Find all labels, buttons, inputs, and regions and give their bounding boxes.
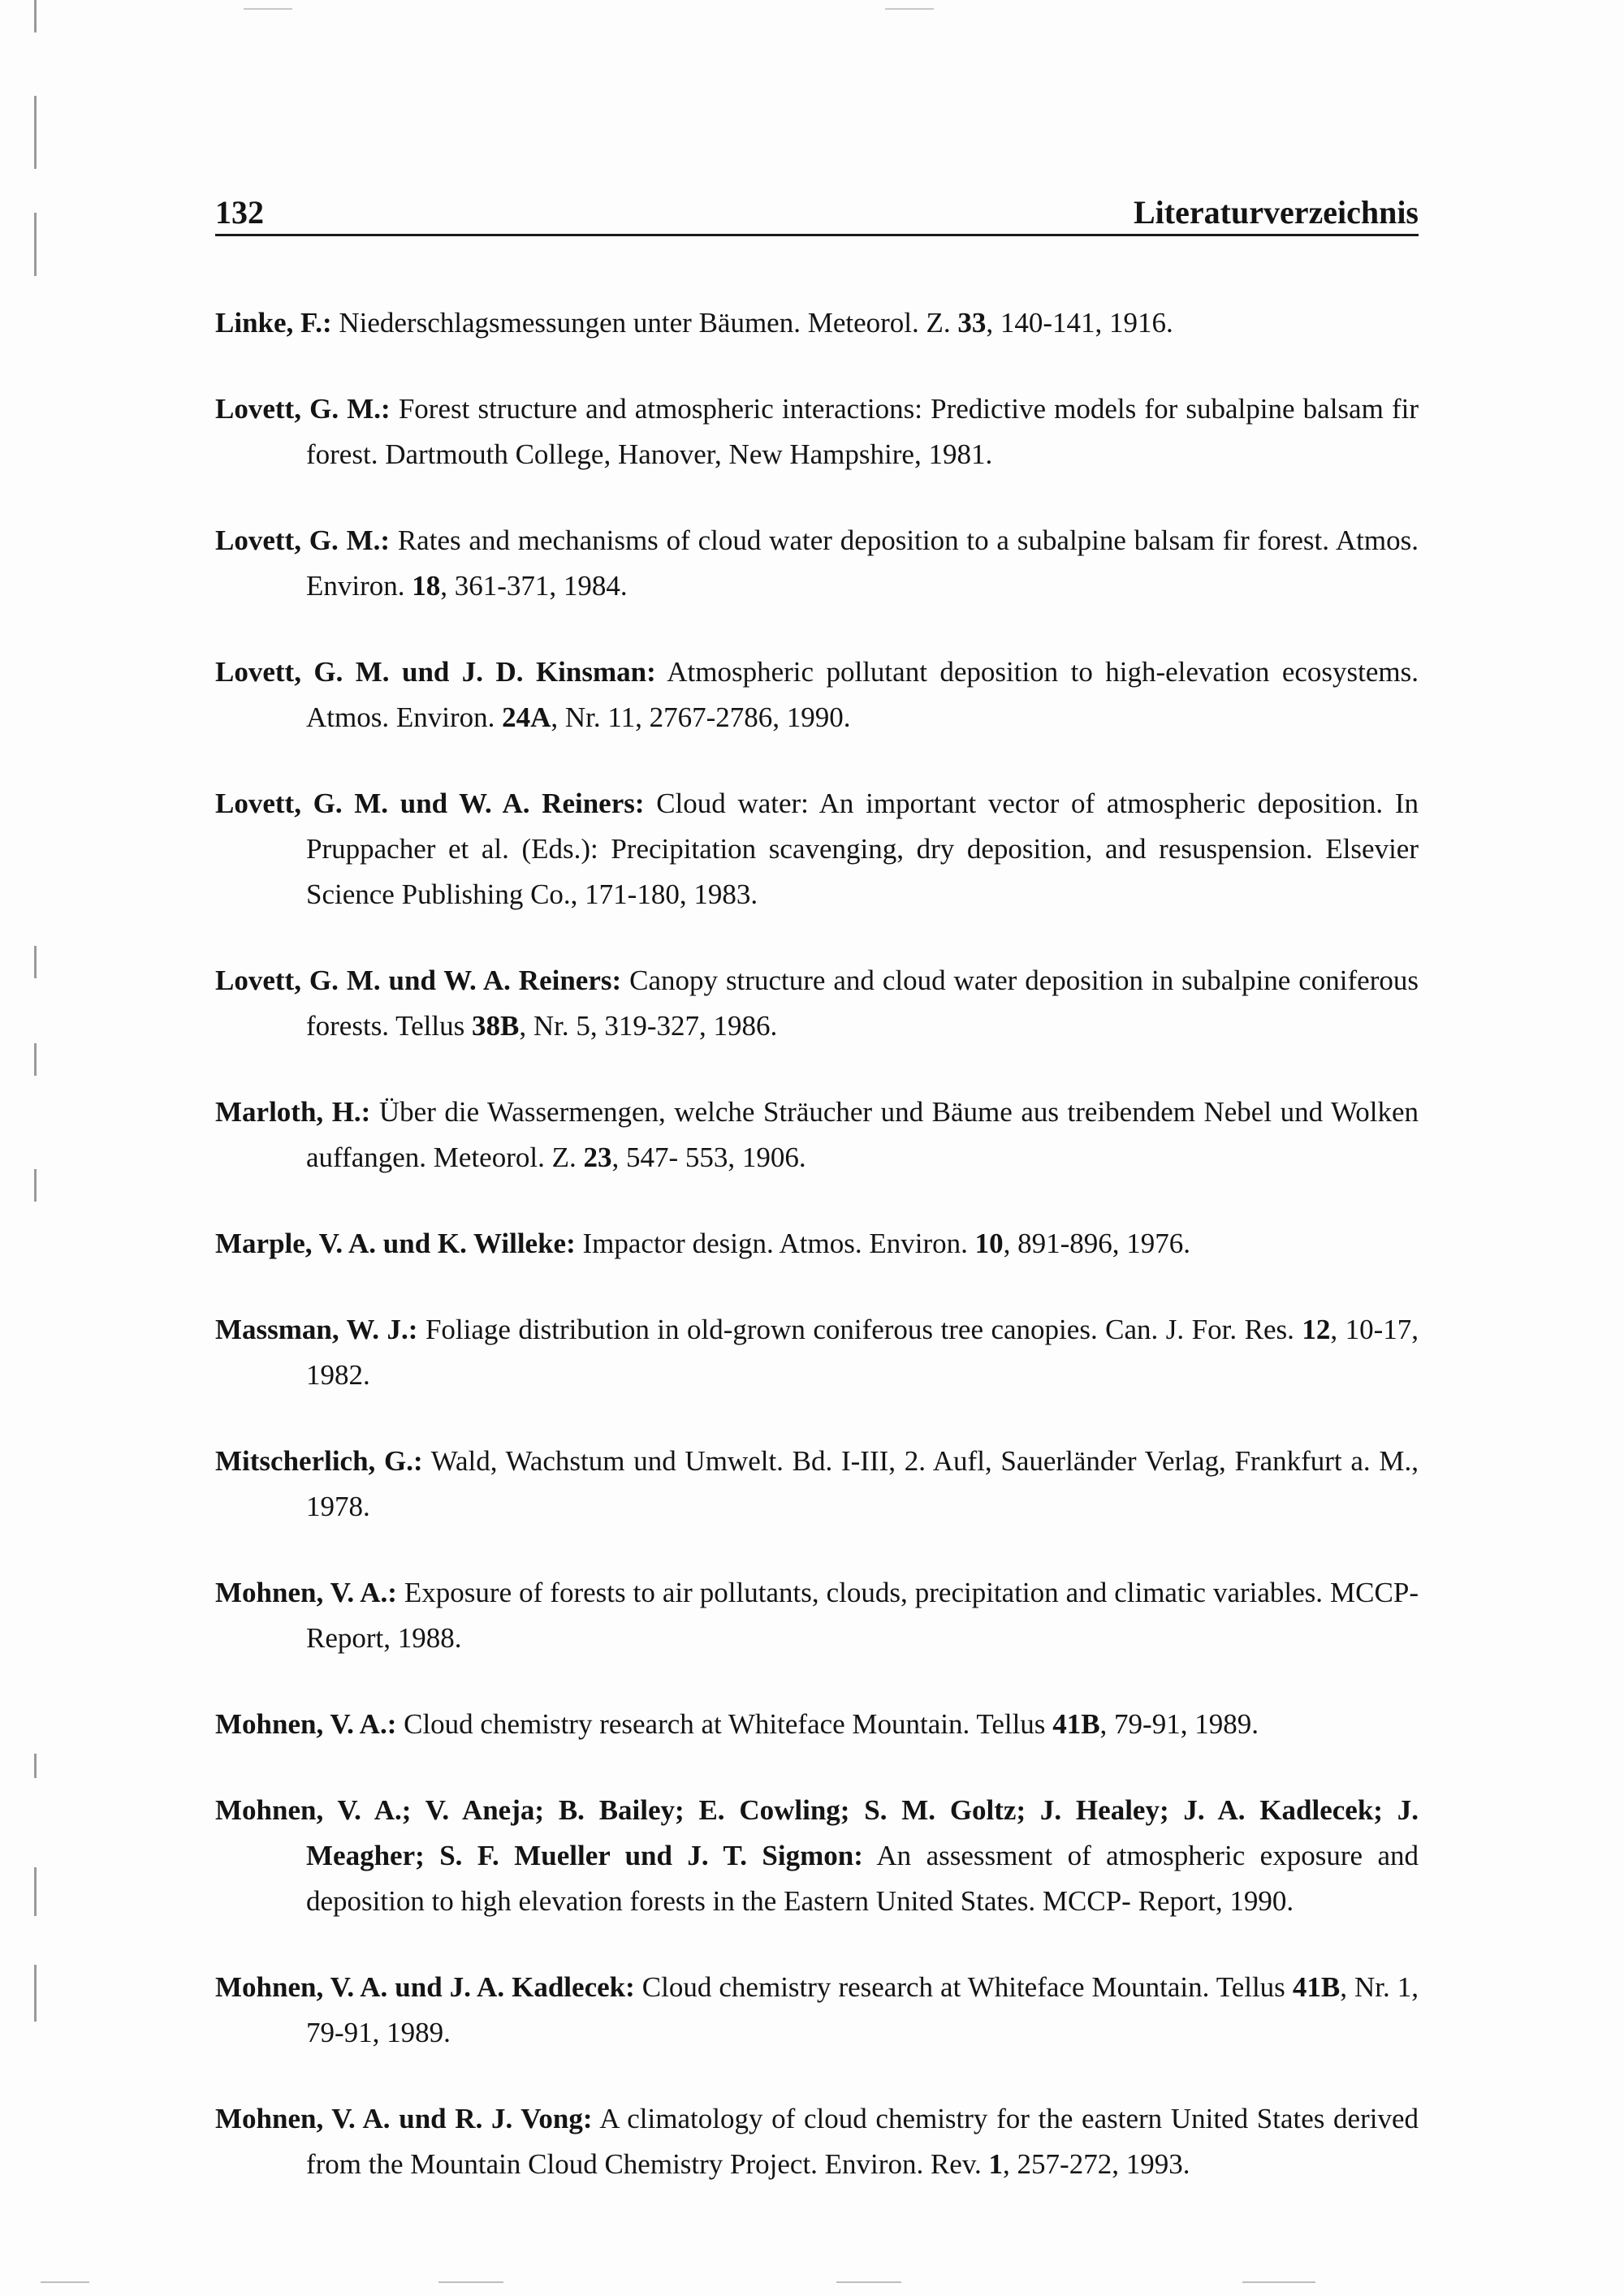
scan-artifact bbox=[438, 2281, 503, 2283]
scan-artifact bbox=[836, 2281, 901, 2283]
bibliography-entry bbox=[215, 650, 1419, 740]
entry-text: Forest structure and atmospheric interactions: Predictive models for subalpine balsam fir forest. Dartmouth College, Hanover, New Hampshire, 1981. bbox=[306, 393, 1419, 470]
entry-authors: Mohnen, V. A. und J. A. Kadlecek: bbox=[215, 1971, 635, 2003]
entry-text: Canopy structure and cloud water deposition in subalpine coniferous forests. Tellus bbox=[306, 965, 1419, 1042]
entry-volume: 38B bbox=[471, 1010, 520, 1042]
scan-artifact bbox=[34, 946, 37, 978]
entry-pages-year: , Nr. 11, 2767-2786, 1990. bbox=[551, 701, 851, 733]
bibliography-entry bbox=[215, 958, 1419, 1049]
entry-authors: Lovett, G. M.: bbox=[215, 393, 391, 425]
entry-volume: 12 bbox=[1302, 1314, 1331, 1345]
entry-authors: Massman, W. J.: bbox=[215, 1314, 418, 1345]
entry-authors: Mohnen, V. A.: bbox=[215, 1708, 397, 1740]
entry-pages-year: , 361-371, 1984. bbox=[440, 570, 628, 602]
bibliography-entry bbox=[215, 1221, 1419, 1267]
scan-artifact bbox=[34, 1754, 37, 1778]
bibliography-entry bbox=[215, 1090, 1419, 1180]
entry-authors: Lovett, G. M. und W. A. Reiners: bbox=[215, 788, 645, 819]
entry-volume: 18 bbox=[412, 570, 441, 602]
entry-volume: 33 bbox=[957, 307, 987, 339]
entry-volume: 23 bbox=[583, 1142, 612, 1173]
entry-pages-year: , 140-141, 1916. bbox=[986, 307, 1173, 339]
entry-pages-year: , 891-896, 1976. bbox=[1003, 1228, 1191, 1259]
entry-volume: 24A bbox=[502, 701, 551, 733]
scan-artifact bbox=[34, 0, 37, 32]
entry-pages-year: , Nr. 1, 79-91, 1989. bbox=[306, 1971, 1419, 2048]
running-title: Literaturverzeichnis bbox=[1134, 194, 1419, 231]
entry-authors: Mohnen, V. A. und R. J. Vong: bbox=[215, 2103, 593, 2134]
entry-pages-year: , 547- 553, 1906. bbox=[611, 1142, 806, 1173]
bibliography-entry bbox=[215, 1439, 1419, 1530]
entry-pages-year: , Nr. 5, 319-327, 1986. bbox=[519, 1010, 778, 1042]
entry-volume: 41B bbox=[1052, 1708, 1100, 1740]
entry-authors: Marloth, H.: bbox=[215, 1096, 371, 1128]
bibliography-entry bbox=[215, 2096, 1419, 2187]
entry-text: Über die Wassermengen, welche Sträucher und Bäume aus treibendem Nebel und Wolken auffangen. Meteorol. Z. bbox=[306, 1096, 1419, 1173]
entry-text: Niederschlagsmessungen unter Bäumen. Meteorol. Z. bbox=[331, 307, 958, 339]
entry-volume: 41B bbox=[1292, 1971, 1341, 2003]
bibliography-entry bbox=[215, 781, 1419, 917]
scan-artifact bbox=[244, 8, 292, 10]
bibliography-entry bbox=[215, 1788, 1419, 1924]
entry-text: Cloud water: An important vector of atmospheric deposition. In Pruppacher et al. (Eds.): Precipitation scavenging, dry deposition, and resuspension. Elsevier Science Publishing Co., 171-180, 1983. bbox=[306, 788, 1419, 910]
entry-text: Atmospheric pollutant deposition to high-elevation ecosystems. Atmos. Environ. bbox=[306, 656, 1419, 733]
page-number: 132 bbox=[215, 194, 264, 231]
entry-authors: Mohnen, V. A.; V. Aneja; B. Bailey; E. Cowling; S. M. Goltz; J. Healey; J. A. Kadlecek; J. Meagher; S. F. Mueller und J. T. Sigmon: bbox=[215, 1794, 1419, 1871]
entry-authors: Lovett, G. M. und W. A. Reiners: bbox=[215, 965, 622, 996]
entry-authors: Mitscherlich, G.: bbox=[215, 1445, 423, 1477]
entry-text: Foliage distribution in old-grown coniferous tree canopies. Can. J. For. Res. bbox=[417, 1314, 1302, 1345]
scan-artifact bbox=[34, 1169, 37, 1202]
bibliography-entry bbox=[215, 1965, 1419, 2056]
entry-text: Rates and mechanisms of cloud water deposition to a subalpine balsam fir forest. Atmos. Environ. bbox=[306, 524, 1419, 602]
scan-artifact bbox=[1242, 2281, 1315, 2283]
entry-text: A climatology of cloud chemistry for the eastern United States derived from the Mountain Cloud Chemistry Project. Environ. Rev. bbox=[306, 2103, 1419, 2180]
entry-text: Impactor design. Atmos. Environ. bbox=[575, 1228, 975, 1259]
entry-authors: Marple, V. A. und K. Willeke: bbox=[215, 1228, 576, 1259]
entry-pages-year: , 10-17, 1982. bbox=[306, 1314, 1419, 1391]
scan-artifact bbox=[34, 213, 37, 276]
bibliography-entry bbox=[215, 1570, 1419, 1661]
entry-volume: 1 bbox=[988, 2148, 1004, 2180]
entry-text: An assessment of atmospheric exposure and deposition to high elevation forests in the Eastern United States. MCCP- Report, 1990. bbox=[306, 1840, 1419, 1917]
entry-text: Cloud chemistry research at Whiteface Mountain. Tellus bbox=[634, 1971, 1293, 2003]
entry-pages-year: , 79-91, 1989. bbox=[1099, 1708, 1259, 1740]
bibliography-entry bbox=[215, 300, 1419, 346]
entry-text: Wald, Wachstum und Umwelt. Bd. I-III, 2. Aufl, Sauerländer Verlag, Frankfurt a. M., 1978. bbox=[306, 1445, 1419, 1522]
bibliography-entry bbox=[215, 1307, 1419, 1398]
entry-text: Exposure of forests to air pollutants, clouds, precipitation and climatic variables. MCCP-Report, 1988. bbox=[306, 1577, 1419, 1654]
scan-artifact bbox=[34, 1043, 37, 1076]
bibliography-entry bbox=[215, 386, 1419, 477]
scan-artifact bbox=[41, 2281, 89, 2283]
entry-authors: Linke, F.: bbox=[215, 307, 332, 339]
entry-pages-year: , 257-272, 1993. bbox=[1003, 2148, 1190, 2180]
entry-authors: Lovett, G. M.: bbox=[215, 524, 391, 556]
scan-artifact bbox=[34, 1965, 37, 2022]
running-header bbox=[215, 193, 1419, 234]
entry-authors: Mohnen, V. A.: bbox=[215, 1577, 397, 1608]
header-rule bbox=[215, 234, 1419, 236]
bibliography-entry bbox=[215, 518, 1419, 609]
scan-artifact bbox=[34, 96, 37, 169]
scan-artifact bbox=[885, 8, 934, 10]
bibliography-entry bbox=[215, 1702, 1419, 1747]
entry-authors: Lovett, G. M. und J. D. Kinsman: bbox=[215, 656, 656, 688]
entry-volume: 10 bbox=[974, 1228, 1004, 1259]
bibliography-list bbox=[215, 300, 1419, 2228]
scan-artifact bbox=[34, 1867, 37, 1916]
entry-text: Cloud chemistry research at Whiteface Mountain. Tellus bbox=[396, 1708, 1053, 1740]
